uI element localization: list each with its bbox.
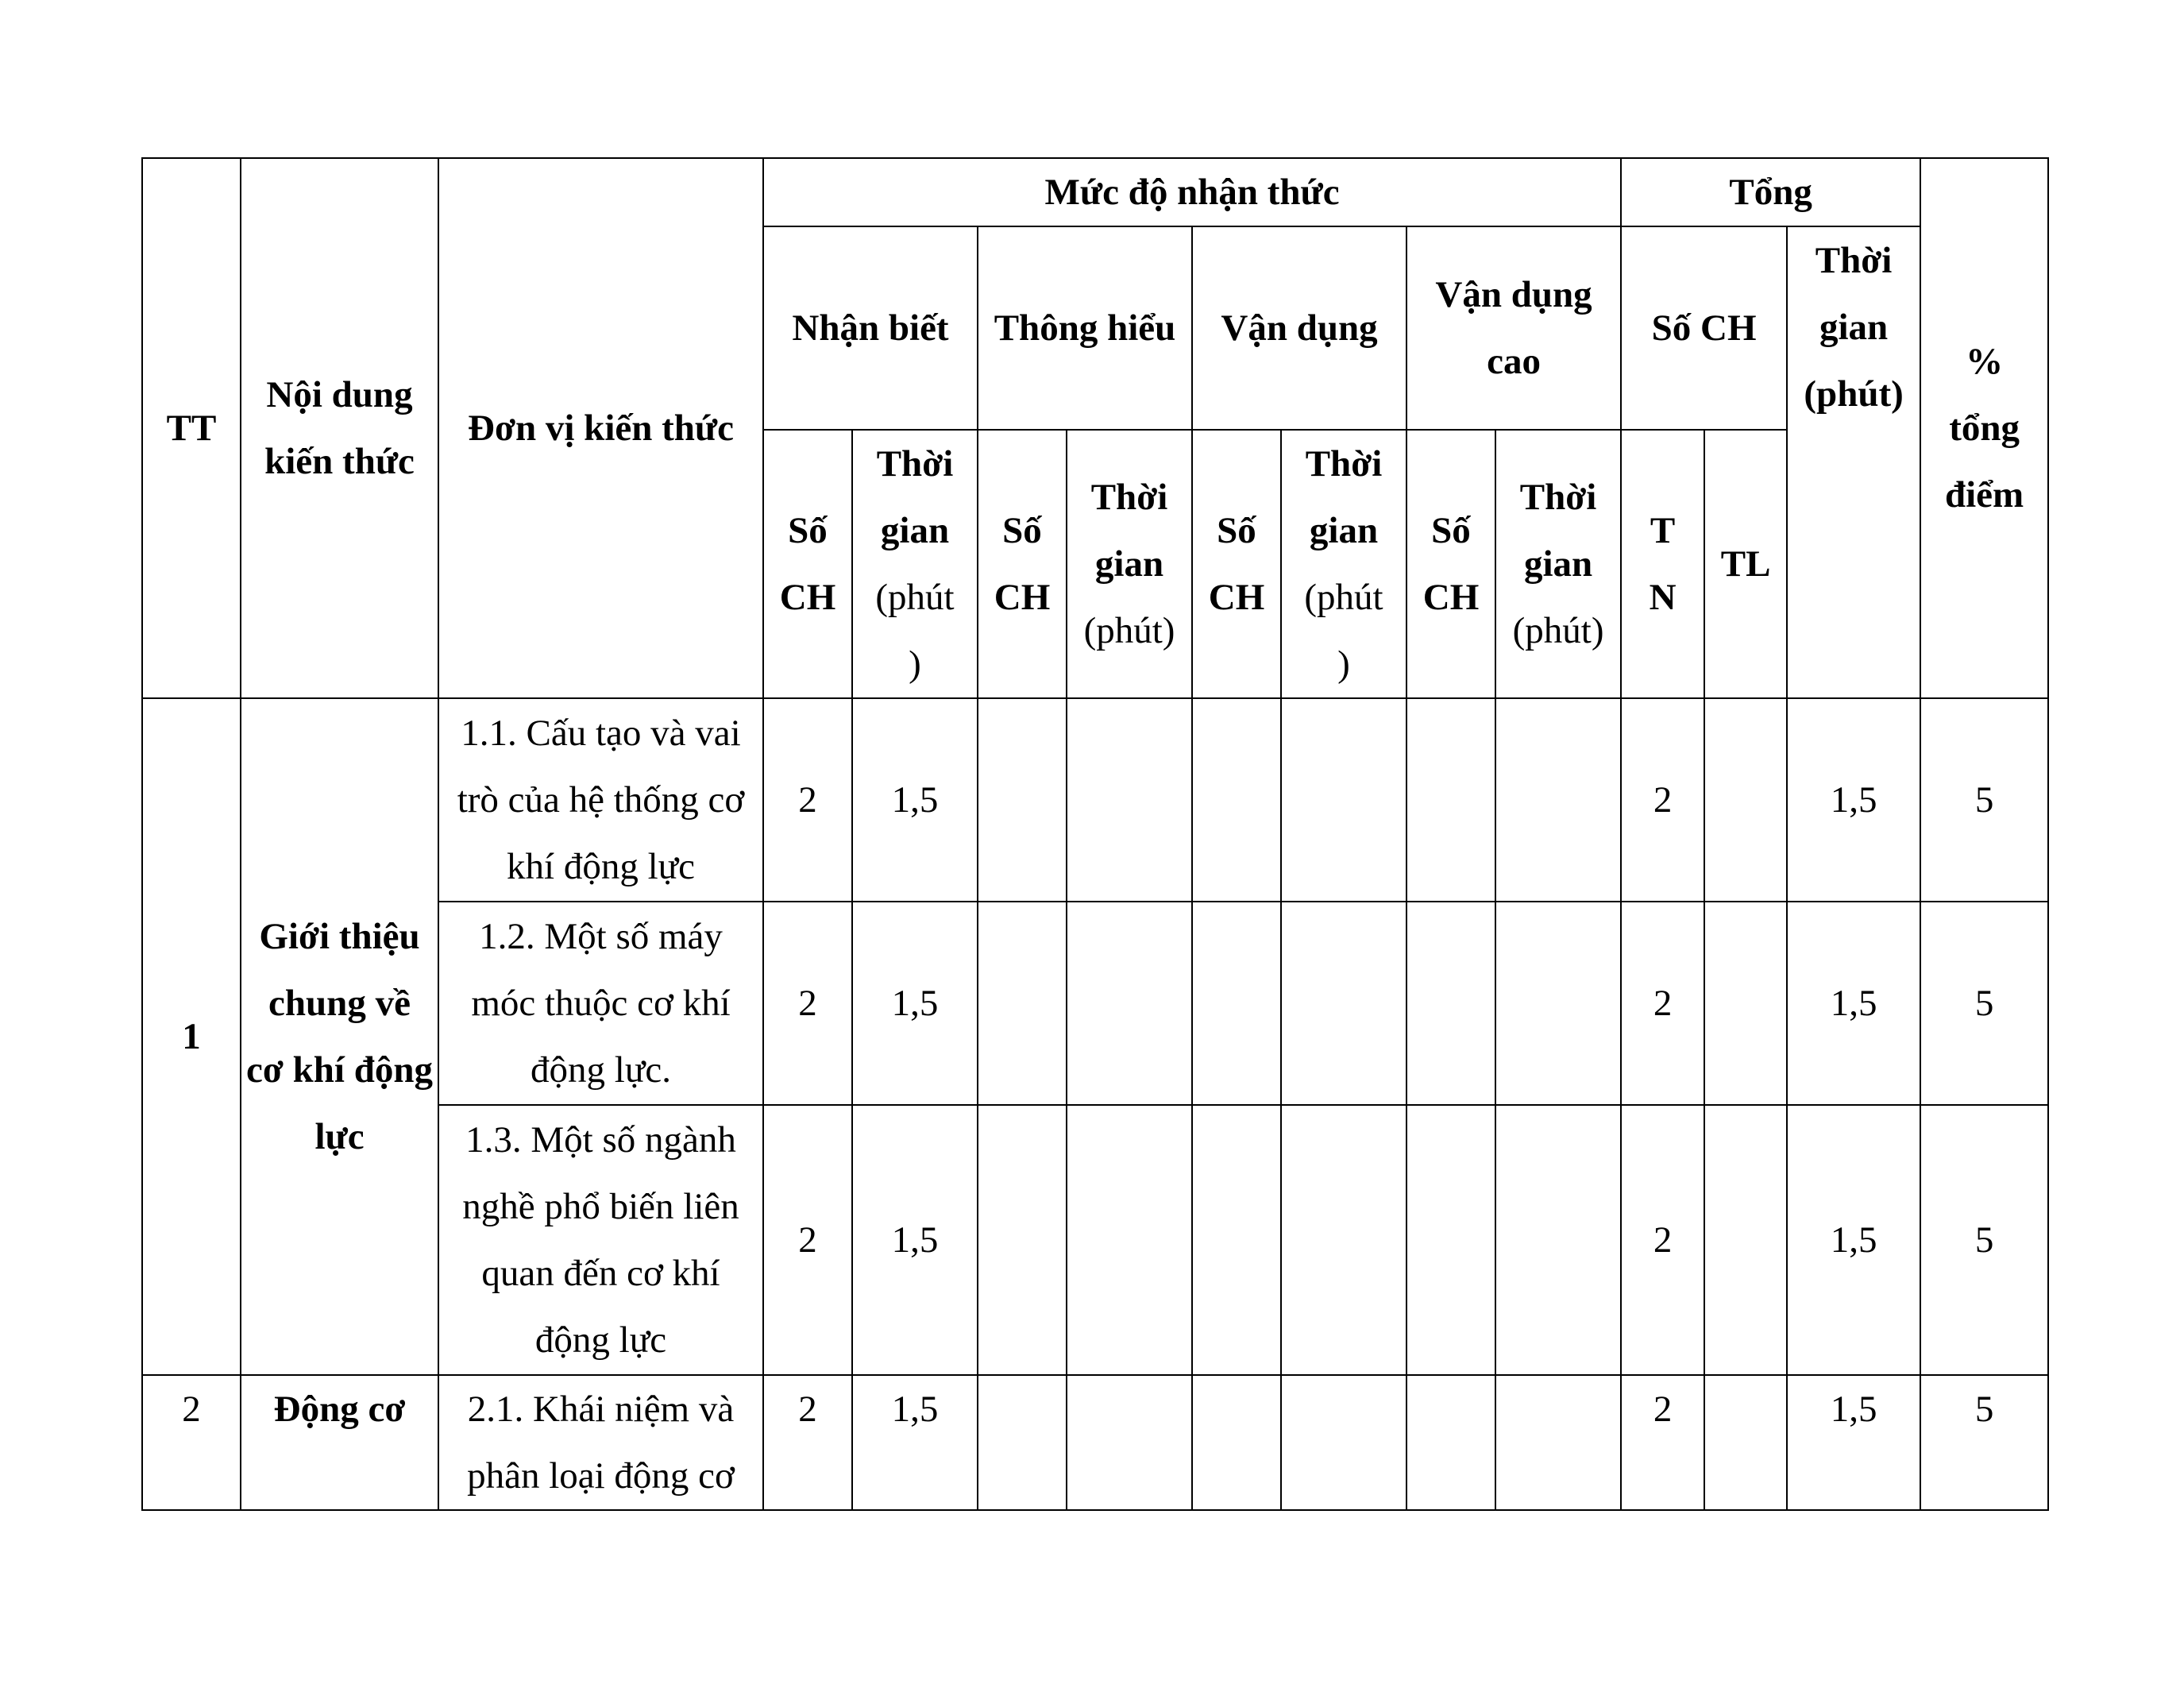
cell-th-so-ch [978,1105,1067,1375]
header-muc-do-nhan-thuc: Mức độ nhận thức [763,158,1621,226]
table-row [142,698,2048,902]
so-ch-line-1: Số [1002,510,1042,551]
cell-nb-thoi-gian: 1,5 [852,902,978,1105]
cell-vdc-thoi-gian [1495,1375,1621,1510]
cell-vd-so-ch [1192,698,1281,902]
cell-vdc-so-ch [1406,1375,1495,1510]
cell-nb-thoi-gian: 1,5 [852,1105,978,1375]
cell-pct: 5 [1920,902,2048,1105]
tg-line-4: ) [1337,643,1350,685]
tn-line-1: T [1650,510,1676,551]
header-tong-tn [1621,430,1704,698]
cell-nb-so-ch: 2 [763,1105,852,1375]
row-don-vi: 1.1. Cấu tạo và vai trò của hệ thống cơ khí động lực [438,698,763,902]
cell-th-thoi-gian [1067,1375,1192,1510]
header-noi-dung: Nội dung kiến thức [241,158,438,698]
tg-line-1: Thời [1305,443,1383,485]
row-noi-dung: Động cơ [241,1375,438,1510]
cell-nb-so-ch: 2 [763,1375,852,1510]
cell-vd-thoi-gian [1281,1375,1406,1510]
cell-tong-tl [1704,902,1787,1105]
tg-line-4: ) [909,643,921,685]
tg-line-2: gian [1523,543,1593,585]
cell-tong-tl [1704,698,1787,902]
cell-tong-tn: 2 [1621,1105,1704,1375]
cell-vd-thoi-gian [1281,1105,1406,1375]
cell-vd-so-ch [1192,1375,1281,1510]
row-don-vi: 1.3. Một số ngành nghề phổ biến liên quan đến cơ khí động lực [438,1105,763,1375]
so-ch-line-2: CH [1422,577,1480,618]
cell-th-thoi-gian [1067,1105,1192,1375]
tg-line-1: Thời [1090,477,1168,518]
cell-pct: 5 [1920,698,2048,902]
cell-vdc-so-ch [1406,902,1495,1105]
header-nb-thoi-gian [852,430,978,698]
cell-tong-thoi-gian: 1,5 [1787,1375,1920,1510]
cell-pct: 5 [1920,1375,2048,1510]
header-vdc-so-ch [1406,430,1495,698]
cell-nb-thoi-gian: 1,5 [852,698,978,902]
header-don-vi: Đơn vị kiến thức [438,158,763,698]
table-row [142,1375,2048,1510]
so-ch-line-2: CH [1208,577,1265,618]
header-th-thoi-gian [1067,430,1192,698]
so-ch-line-2: CH [994,577,1051,618]
pct-line-2: tổng [1949,408,2020,449]
header-vd-so-ch [1192,430,1281,698]
header-vdc-thoi-gian [1495,430,1621,698]
header-tt: TT [142,158,241,698]
row-don-vi: 1.2. Một số máy móc thuộc cơ khí động lực. [438,902,763,1105]
header-th-so-ch [978,430,1067,698]
pct-line-3: điểm [1944,474,2024,516]
row-don-vi: 2.1. Khái niệm và phân loại động cơ [438,1375,763,1510]
so-ch-line-1: Số [1217,510,1256,551]
cell-nb-thoi-gian: 1,5 [852,1375,978,1510]
cell-vdc-thoi-gian [1495,902,1621,1105]
cell-tong-thoi-gian: 1,5 [1787,698,1920,902]
pct-line-1: % [1966,341,2004,382]
cell-tong-tn: 2 [1621,902,1704,1105]
tg-line-2: gian [1309,510,1379,551]
tg-line-2: gian [1094,543,1164,585]
cell-vd-so-ch [1192,1105,1281,1375]
header-nhan-biet: Nhận biết [763,226,978,430]
tg-line-1: Thời [876,443,954,485]
header-van-dung-cao: Vận dụng cao [1406,226,1621,430]
header-van-dung: Vận dụng [1192,226,1406,430]
cell-th-so-ch [978,1375,1067,1510]
cell-vd-thoi-gian [1281,902,1406,1105]
cell-vdc-so-ch [1406,698,1495,902]
cell-vd-so-ch [1192,902,1281,1105]
cell-vd-thoi-gian [1281,698,1406,902]
so-ch-line-2: CH [779,577,836,618]
cell-nb-so-ch: 2 [763,698,852,902]
row-tt: 2 [142,1375,241,1510]
row-tt: 1 [142,698,241,1375]
tg-line-2: gian [880,510,950,551]
tg-line-3: (phút) [1083,610,1175,651]
cell-vdc-thoi-gian [1495,1105,1621,1375]
tg-line-3: (phút [875,577,955,618]
header-pct-tong-diem [1920,158,2048,698]
row-noi-dung: Giới thiệu chung về cơ khí động lực [241,698,438,1375]
cell-tong-tl [1704,1375,1787,1510]
cell-th-thoi-gian [1067,902,1192,1105]
cell-th-thoi-gian [1067,698,1192,902]
header-tong-tl: TL [1704,430,1787,698]
header-row-1 [142,158,2048,226]
tn-line-2: N [1649,577,1677,618]
cell-tong-tl [1704,1105,1787,1375]
cell-th-so-ch [978,698,1067,902]
header-tong-so-ch: Số CH [1621,226,1787,430]
cell-th-so-ch [978,902,1067,1105]
tg-line-1: Thời [1519,477,1597,518]
tg-line-3: (phút) [1512,610,1604,651]
assessment-matrix-table [141,157,2049,1511]
cell-tong-thoi-gian: 1,5 [1787,1105,1920,1375]
so-ch-line-1: Số [1431,510,1471,551]
header-thong-hieu: Thông hiểu [978,226,1192,430]
cell-pct: 5 [1920,1105,2048,1375]
header-nb-so-ch [763,430,852,698]
cell-tong-tn: 2 [1621,698,1704,902]
cell-nb-so-ch: 2 [763,902,852,1105]
cell-tong-tn: 2 [1621,1375,1704,1510]
header-vd-thoi-gian [1281,430,1406,698]
cell-tong-thoi-gian: 1,5 [1787,902,1920,1105]
cell-vdc-so-ch [1406,1105,1495,1375]
tg-line-3: (phút [1304,577,1383,618]
so-ch-line-1: Số [788,510,828,551]
cell-vdc-thoi-gian [1495,698,1621,902]
header-tong-thoi-gian: Thời gian (phút) [1787,226,1920,698]
header-tong: Tổng [1621,158,1920,226]
